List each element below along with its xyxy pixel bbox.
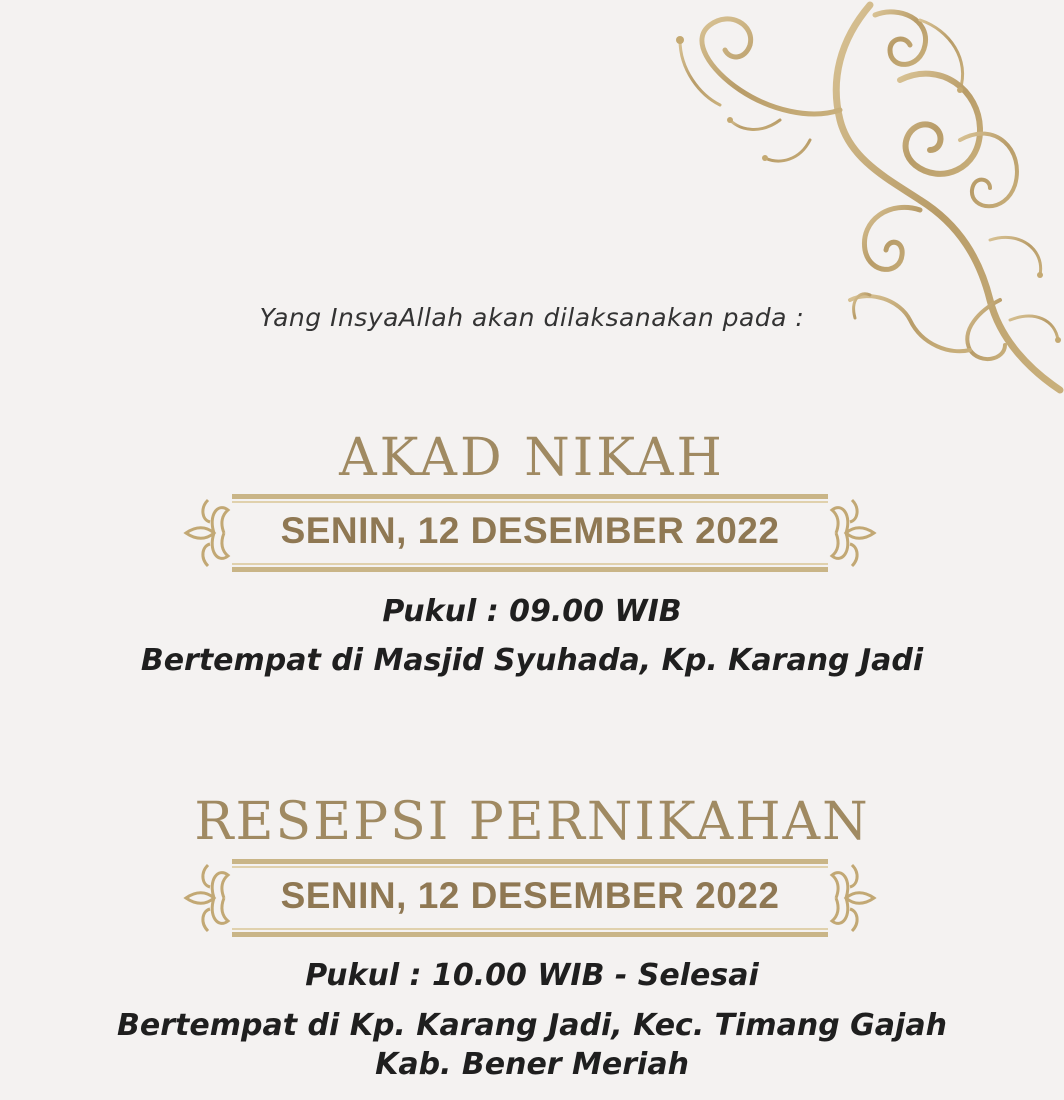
akad-time: Pukul : 09.00 WIB <box>382 594 682 629</box>
akad-date: SENIN, 12 DESEMBER 2022 <box>280 510 780 551</box>
fleur-ornament-icon-right <box>832 500 874 566</box>
resepsi-date: SENIN, 12 DESEMBER 2022 <box>280 875 780 916</box>
floral-swirl-ornament-icon <box>660 0 1064 400</box>
intro-text: Yang InsyaAllah akan dilaksanakan pada : <box>259 303 805 332</box>
resepsi-place-line1: Bertempat di Kp. Karang Jadi, Kec. Timang Gajah <box>117 1008 947 1043</box>
resepsi-title: RESEPSI PERNIKAHAN <box>194 792 870 852</box>
resepsi-date-banner <box>178 855 882 941</box>
resepsi-time: Pukul : 10.00 WIB - Selesai <box>305 958 759 993</box>
fleur-ornament-icon-right <box>832 865 874 931</box>
resepsi-place-line2: Kab. Bener Meriah <box>375 1047 689 1082</box>
akad-nikah-title: AKAD NIKAH <box>339 428 725 488</box>
akad-place: Bertempat di Masjid Syuhada, Kp. Karang Jadi <box>140 643 924 678</box>
fleur-ornament-icon-left <box>186 500 228 566</box>
akad-date-banner <box>178 490 882 576</box>
fleur-ornament-icon-left <box>186 865 228 931</box>
